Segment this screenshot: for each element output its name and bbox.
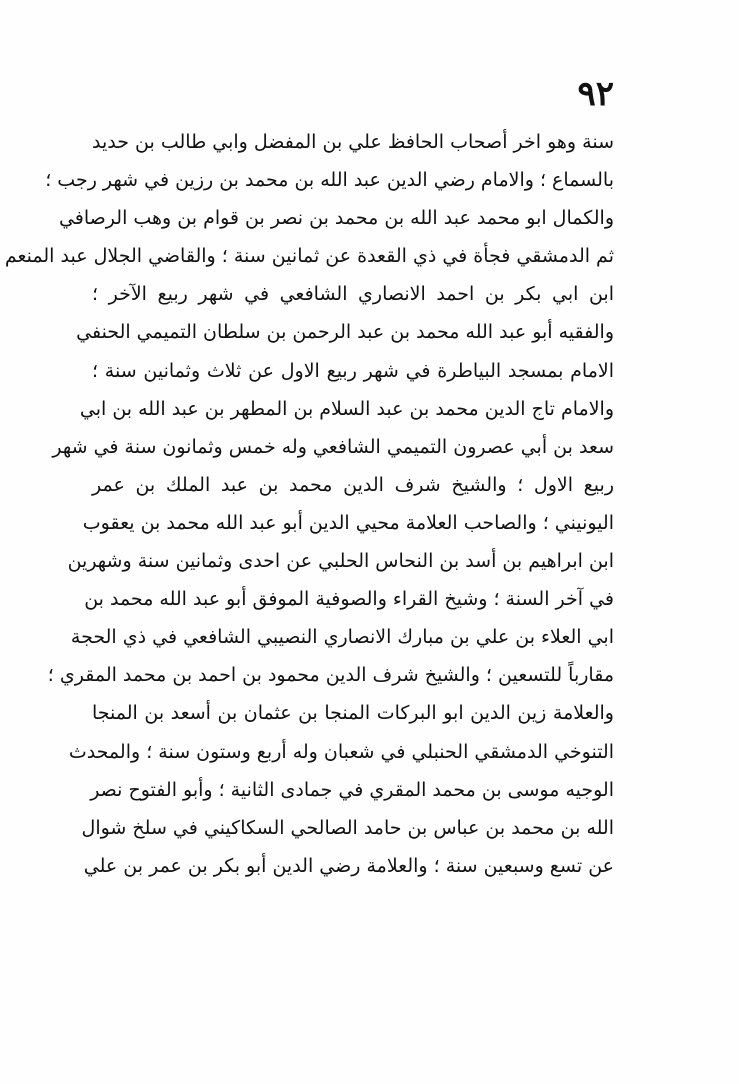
text-line-2: بالسماع ؛ والامام رضي الدين عبد الله بن محمد بن رزين في شهر رجب ؛ — [45, 169, 614, 192]
text-line-15: مقارباً للتسعين ؛ والشيخ شرف الدين محمود بن احمد بن محمد المقري ؛ — [47, 664, 614, 687]
text-line-3: والكمال ابو محمد عبد الله بن محمد بن نصر بن قوام بن وهب الرصافي — [58, 207, 614, 230]
text-line-7: الامام بمسجد البياطرة في شهر ربيع الاول عن ثلاث وثمانين سنة ؛ — [92, 359, 614, 382]
text-line-1: سنة وهو اخر أصحاب الحافظ علي بن المفضل وابي طالب بن حديد — [92, 131, 614, 153]
text-line-4: ثم الدمشقي فجأة في ذي القعدة عن ثمانين سنة ؛ والقاضي الجلال عبد المنعم — [4, 245, 614, 268]
page-number: ٩٢ — [577, 74, 614, 114]
text-line-19: الله بن محمد بن عباس بن حامد الصالحي السكاكيني في سلخ شوال — [81, 816, 614, 839]
text-line-8: والامام تاج الدين محمد بن عبد السلام بن المطهر بن عبد الله بن ابي — [79, 397, 614, 420]
text-line-18: الوجيه موسى بن محمد المقري في جمادى الثانية ؛ وأبو الفتوح نصر — [90, 778, 614, 801]
text-line-20: عن تسع وسبعين سنة ؛ والعلامة رضي الدين أبو بكر بن عمر بن علي — [83, 854, 614, 877]
text-line-5: ابن ابي بكر بن احمد الانصاري الشافعي في شهر ربيع الآخر ؛ — [92, 283, 614, 306]
text-line-14: ابي العلاء بن علي بن مبارك الانصاري النصيبي الشافعي في ذي الحجة — [70, 626, 614, 649]
text-line-11: اليونيني ؛ والصاحب العلامة محيي الدين أبو عبد الله محمد بن يعقوب — [82, 511, 614, 534]
text-line-13: في آخر السنة ؛ وشيخ القراء والصوفية الموفق أبو عبد الله محمد بن — [84, 588, 614, 611]
text-line-9: سعد بن أبي عصرون التميمي الشافعي وله خمس وثمانون سنة في شهر — [52, 435, 614, 458]
text-line-6: والفقيه أبو عبد الله محمد بن عبد الرحمن بن سلطان التميمي الحنفي — [76, 321, 614, 344]
text-line-12: ابن ابراهيم بن أسد بن النحاس الحلبي عن احدى وثمانين سنة وشهرين — [67, 550, 614, 573]
text-line-16: والعلامة زين الدين ابو البركات المنجا بن عثمان بن أسعد بن المنجا — [92, 702, 614, 725]
text-line-17: التنوخي الدمشقي الحنبلي في شعبان وله أربع وستون سنة ؛ والمحدث — [68, 740, 614, 763]
page-text-block — [4, 123, 614, 885]
text-line-10: ربيع الاول ؛ والشيخ شرف الدين محمد بن عبد الملك بن عمر — [92, 473, 614, 496]
